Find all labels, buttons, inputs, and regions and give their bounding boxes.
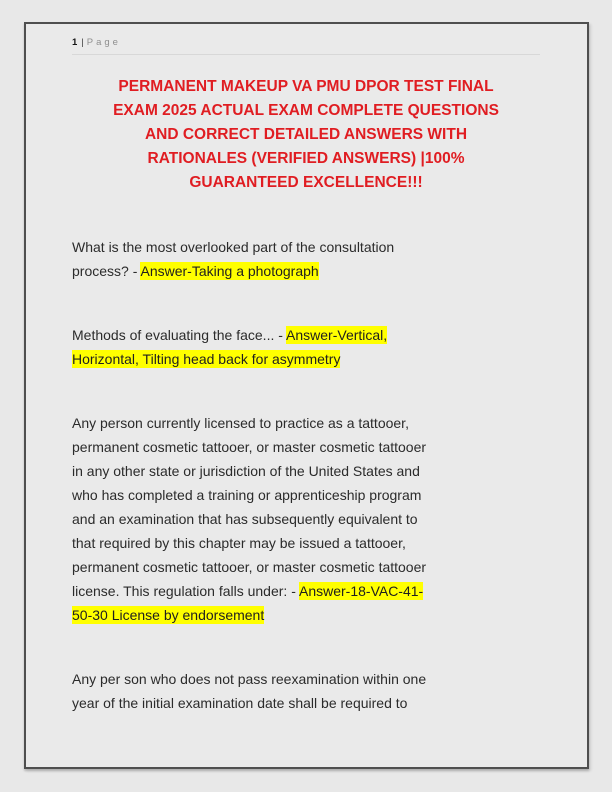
page-header [72, 36, 540, 55]
highlighted-answer: Answer-Vertical, Horizontal, Tilting head back for asymmetry [72, 327, 388, 367]
paragraph [72, 235, 540, 283]
paragraph [72, 411, 540, 627]
text-segment: Any person currently licensed to practice as a tattooer, permanent cosmetic tattooer, or master cosmetic tattooer in any other state or jurisdiction of the United States and who has completed a training or apprenticeship program and an examination that has subsequently equivalent to that required by this chapter may be issued a tattooer, permanent cosmetic tattooer, or master cosmetic tattooer license. This regulation falls under: - [72, 415, 427, 599]
paragraph [72, 667, 540, 715]
header-separator: | [81, 37, 84, 48]
paragraph [72, 323, 540, 371]
document-page [24, 22, 589, 769]
text-segment: Methods of evaluating the face... - [72, 327, 287, 343]
document-title: PERMANENT MAKEUP VA PMU DPOR TEST FINAL EXAM 2025 ACTUAL EXAM COMPLETE QUESTIONS AND CORRECT DETAILED ANSWERS WITH RATIONALES (VERIFIED ANSWERS) |100% GUARANTEED EXCELLENCE!!! [113, 78, 499, 191]
document-body [72, 235, 540, 715]
highlighted-answer: Answer-Taking a photograph [140, 263, 319, 279]
page-number: 1 [72, 37, 78, 48]
header-page-label: Page [86, 37, 121, 48]
page-content [72, 36, 540, 757]
text-segment: What is the most overlooked part of the consultation process? - [72, 239, 395, 279]
highlighted-answer: Answer-18-VAC-41- 50-30 License by endorsement [72, 583, 424, 623]
text-segment: Any per son who does not pass reexamination within one year of the initial examination date shall be required to [72, 671, 427, 711]
